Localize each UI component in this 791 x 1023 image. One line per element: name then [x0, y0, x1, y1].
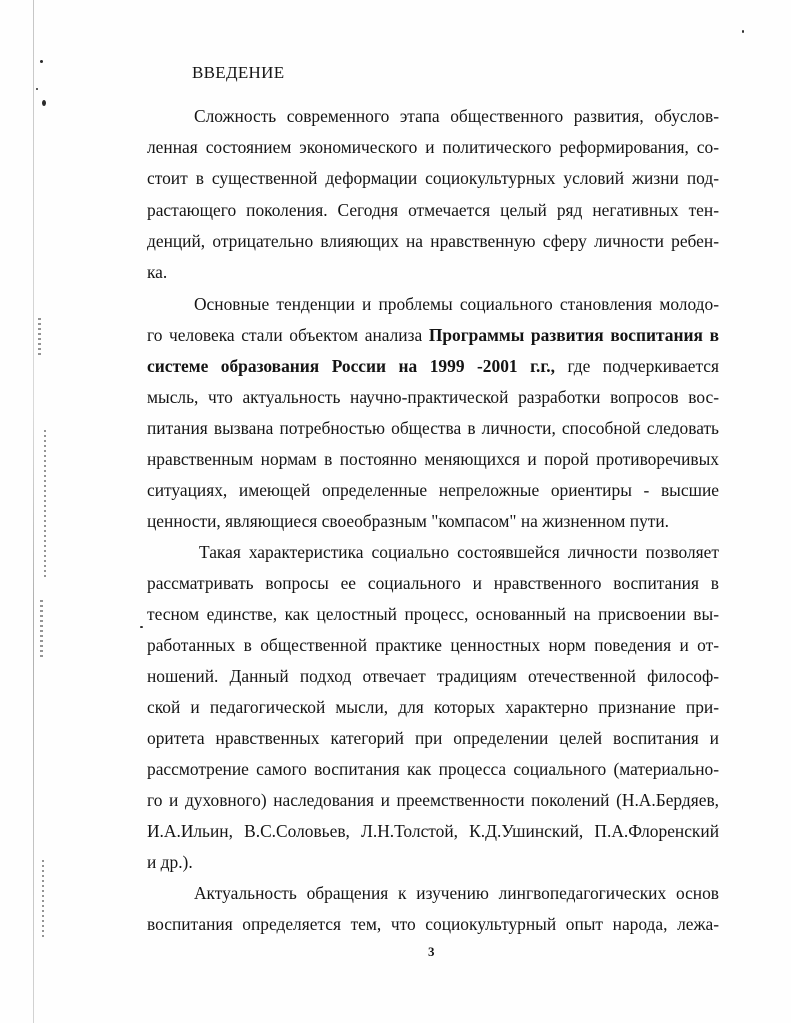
bold-text-run: Программы развития воспитания в — [428, 325, 719, 345]
text-line: денций, отрицательно влияющих на нравственную сферу личности ребен- — [147, 231, 719, 251]
text-line: и др.). — [147, 852, 193, 872]
text-line: питания вызвана потребностью общества в личности, способной следовать — [147, 418, 719, 438]
text-line-mixed — [147, 356, 719, 376]
text-line: го и духовного) наследования и преемственности поколений (Н.А.Бердяев, — [147, 790, 719, 810]
text-line: Такая характеристика социально состоявшейся личности позволяет — [199, 542, 719, 562]
text-line: воспитания определяется тем, что социокультурный опыт народа, лежа- — [147, 914, 719, 934]
text-line: работанных в общественной практике ценностных норм поведения и от- — [147, 635, 719, 655]
text-line: Основные тенденции и проблемы социального становления молодо- — [194, 294, 719, 314]
scan-edge-line — [33, 0, 34, 1023]
scan-speck — [742, 30, 744, 33]
text-line: ской и педагогической мысли, для которых характерно признание при- — [147, 697, 719, 717]
text-line: ситуациях, имеющей определенные непреложные ориентиры - высшие — [147, 480, 719, 500]
bold-text-run: системе образования России на 1999 -2001 г.г., — [147, 356, 555, 376]
scan-speck — [42, 100, 46, 106]
text-line: И.А.Ильин, В.С.Соловьев, Л.Н.Толстой, К.Д.Ушинский, П.А.Флоренский — [147, 821, 719, 841]
scan-smudge — [40, 600, 43, 660]
text-line: мысль, что актуальность научно-практической разработки вопросов вос- — [147, 387, 719, 407]
text-line: стоит в существенной деформации социокультурных условий жизни под- — [147, 168, 719, 188]
text-line: ка. — [147, 262, 168, 282]
text-line: нравственным нормам в постоянно меняющихся и порой противоречивых — [147, 449, 719, 469]
page-number: 3 — [428, 944, 435, 959]
text-line: растающего поколения. Сегодня отмечается целый ряд негативных тен- — [147, 200, 719, 220]
text-line: Актуальность обращения к изучению лингвопедагогических основ — [194, 883, 719, 903]
text-line: рассмотрение самого воспитания как процесса социального (материально- — [147, 759, 719, 779]
text-line: ношений. Данный подход отвечает традициям отечественной философ- — [147, 666, 719, 686]
text-line: оритета нравственных категорий при определении целей воспитания и — [147, 728, 719, 748]
text-line-mixed — [147, 325, 719, 345]
text-line: тесном единстве, как целостный процесс, основанный на присвоении вы- — [147, 604, 719, 624]
scan-smudge — [44, 430, 46, 580]
text-run: го человека стали объектом анализа — [147, 325, 429, 345]
scan-smudge — [38, 318, 41, 358]
text-line: рассматривать вопросы ее социального и нравственного воспитания в — [147, 573, 719, 593]
text-run: где подчеркивается — [554, 356, 720, 376]
section-heading: ВВЕДЕНИЕ — [192, 63, 285, 82]
text-line: Сложность современного этапа общественного развития, обуслов- — [194, 106, 719, 126]
scan-smudge — [42, 860, 44, 940]
scan-speck — [36, 88, 38, 90]
text-line: ленная состоянием экономического и политического реформирования, со- — [147, 137, 719, 157]
text-line: ценности, являющиеся своеобразным "компасом" на жизненном пути. — [147, 511, 670, 531]
scan-speck — [40, 60, 43, 63]
scan-speck — [140, 626, 143, 628]
